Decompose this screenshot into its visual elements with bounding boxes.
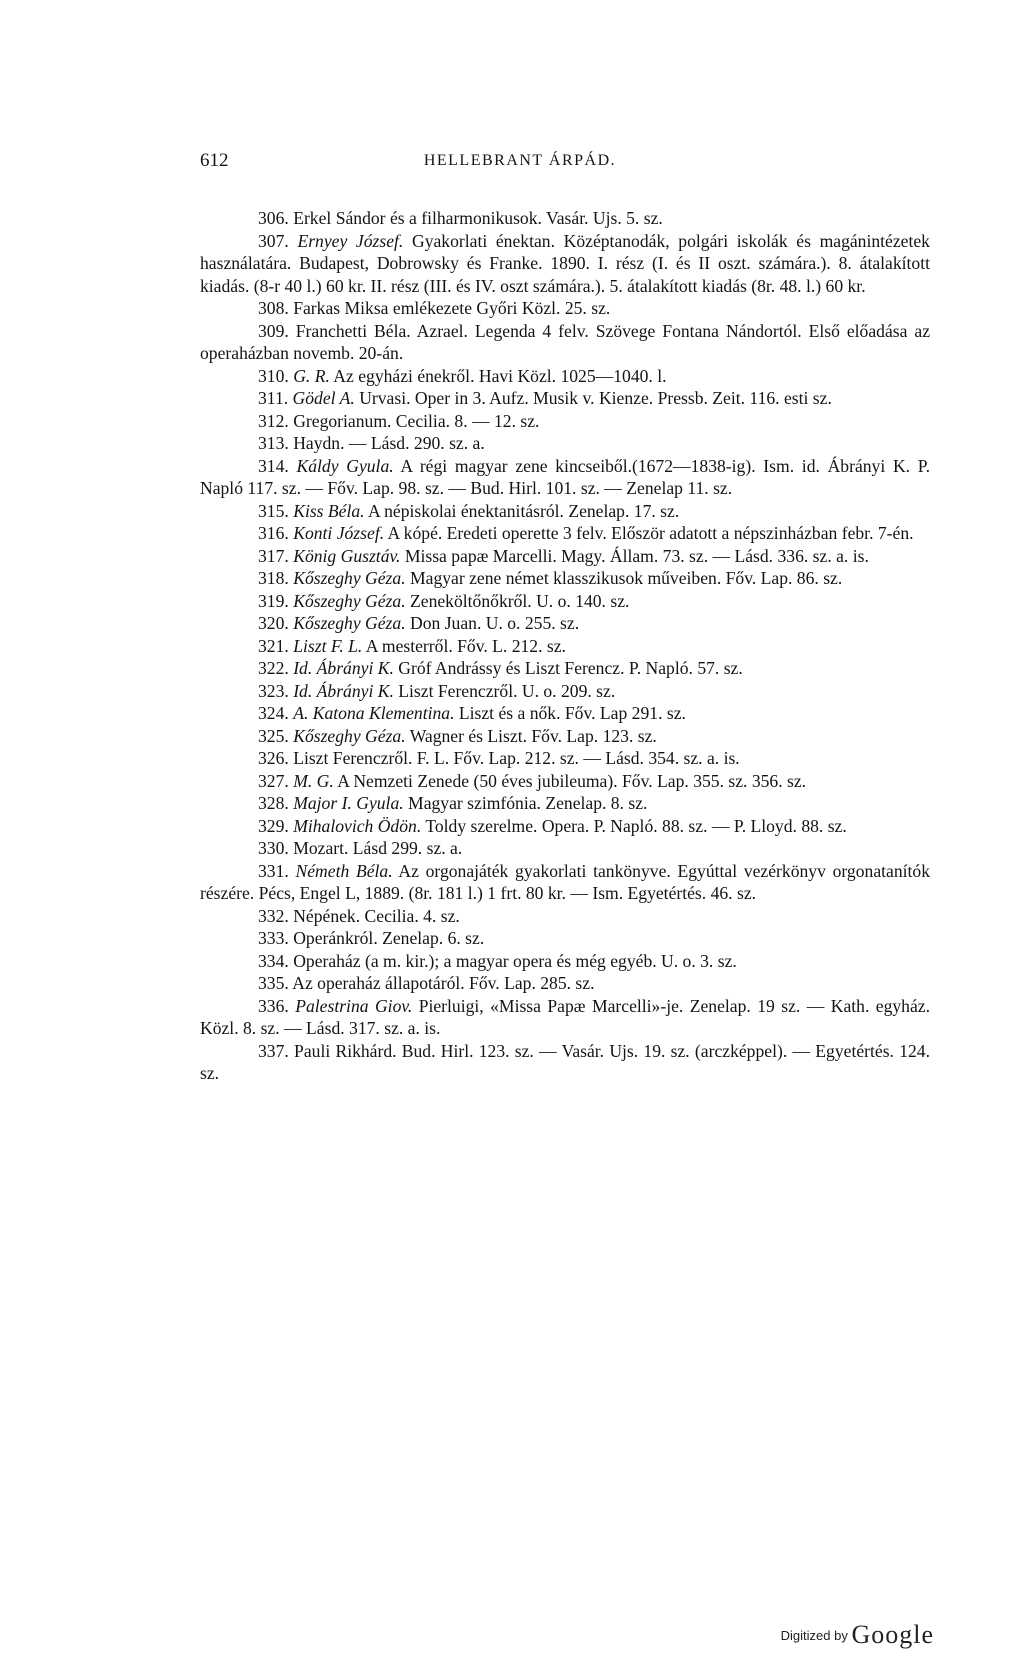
entry-author: König Gusztáv. — [293, 545, 401, 566]
entry-number: 321. — [258, 635, 289, 656]
entry-number: 336. — [258, 995, 289, 1016]
bibliography-entry — [200, 972, 930, 995]
entry-text: Liszt Ferenczről. U. o. 209. sz. — [398, 680, 616, 701]
entry-number: 337. — [258, 1040, 289, 1061]
entry-number: 325. — [258, 725, 289, 746]
entry-text: Liszt és a nők. Főv. Lap 291. sz. — [458, 703, 686, 723]
entry-number: 320. — [258, 613, 289, 633]
entry-number: 318. — [258, 568, 289, 588]
entry-number: 317. — [258, 545, 289, 566]
bibliography-entry — [200, 230, 930, 298]
bibliography-entry — [200, 1040, 930, 1085]
bibliography-entry — [200, 410, 930, 433]
bibliography-entry — [200, 725, 930, 748]
entry-author: Major I. Gyula. — [293, 793, 404, 813]
entry-number: 332. — [258, 905, 289, 926]
entry-author: Németh Béla. — [295, 860, 393, 881]
bibliography-entry — [200, 995, 930, 1040]
entry-text: Wagner és Liszt. Főv. Lap. 123. sz. — [409, 725, 657, 746]
page-header — [200, 150, 840, 174]
entry-number: 312. — [258, 410, 289, 431]
page-number: 612 — [200, 150, 229, 171]
bibliography-entry — [200, 815, 930, 838]
entry-text: Gyakorlati énektan. Középtanodák, polgári iskolák és magánintézetek használatára. Budapest, Dobrowsky és Franke. 1890. I. rész (I. és II oszt. számára.). 8. átalakított kiadás. (8-r 40 l.) 60 kr. II. rész (III. és IV. oszt számára.). 5. átalakított kiadás (8r. 48. l.) 60 kr. — [200, 230, 930, 296]
entry-number: 309. — [258, 320, 289, 341]
bibliography-entry — [200, 522, 930, 545]
bibliography-entry — [200, 905, 930, 928]
bibliography-entry — [200, 792, 930, 815]
entry-text: Operaház (a m. kir.); a magyar opera és még egyéb. U. o. 3. sz. — [293, 950, 737, 971]
bibliography-entry — [200, 680, 930, 703]
digitized-notice — [781, 1620, 934, 1650]
entry-number: 306. — [258, 208, 289, 228]
entry-number: 330. — [258, 838, 289, 858]
entry-author: Palestrina Giov. — [295, 995, 413, 1016]
bibliography-entry — [200, 567, 930, 590]
entry-author: M. G. — [293, 770, 334, 791]
entry-text: Magyar zene német klasszikusok műveiben. Főv. Lap. 86. sz. — [410, 568, 843, 588]
entry-text: A kópé. Eredeti operette 3 felv. Először adatott a népszinházban febr. 7-én. — [387, 523, 914, 543]
entry-author: Id. Ábrányi K. — [293, 680, 394, 701]
entry-text: Népének. Cecilia. 4. sz. — [293, 905, 460, 926]
bibliography-entry — [200, 590, 930, 613]
entry-number: 331. — [258, 860, 289, 881]
entry-text: Urvasi. Oper in 3. Aufz. Musik v. Kienze. Pressb. Zeit. 116. esti sz. — [359, 388, 832, 408]
bibliography-entry — [200, 702, 930, 725]
entry-number: 313. — [258, 433, 289, 453]
bibliography-entry — [200, 747, 930, 770]
entry-text: Magyar szimfónia. Zenelap. 8. sz. — [408, 793, 648, 813]
bibliography-entry — [200, 860, 930, 905]
entry-number: 326. — [258, 748, 289, 768]
entry-text: A népiskolai énektanitásról. Zenelap. 17. sz. — [368, 500, 680, 521]
entry-text: Mozart. Lásd 299. sz. a. — [293, 838, 463, 858]
entry-number: 307. — [258, 230, 289, 251]
entry-text: Az operaház állapotáról. Főv. Lap. 285. sz. — [292, 973, 595, 993]
entry-author: Kőszeghy Géza. — [293, 568, 406, 588]
bibliography-entry — [200, 455, 930, 500]
entry-text: Liszt Ferenczről. F. L. Főv. Lap. 212. sz. — Lásd. 354. sz. a. is. — [293, 748, 740, 768]
entry-number: 310. — [258, 365, 289, 386]
entry-number: 322. — [258, 658, 289, 678]
entry-author: Gödel A. — [292, 388, 355, 408]
bibliography-entry — [200, 635, 930, 658]
entry-number: 315. — [258, 500, 289, 521]
entry-number: 335. — [258, 973, 289, 993]
entry-author: Ernyey József. — [297, 230, 404, 251]
entry-author: Kőszeghy Géza. — [293, 613, 406, 633]
entry-text: Pierluigi, «Missa Papæ Marcelli»-je. Zenelap. 19 sz. — Kath. egyház. Közl. 8. sz. — Lásd. 317. sz. a. is. — [200, 995, 930, 1038]
entry-text: Gróf Andrássy és Liszt Ferencz. P. Napló. 57. sz. — [398, 658, 743, 678]
bibliography-entry — [200, 387, 930, 410]
bibliography-entry — [200, 657, 930, 680]
entry-number: 329. — [258, 815, 289, 836]
google-logo: Google — [851, 1620, 934, 1649]
entry-number: 333. — [258, 928, 289, 948]
entry-text: Franchetti Béla. Azrael. Legenda 4 felv. Szövege Fontana Nándortól. Első előadása az operaházban novemb. 20-án. — [200, 320, 931, 363]
bibliography-entry — [200, 500, 930, 523]
entry-number: 328. — [258, 793, 289, 813]
entry-text: Zeneköltőnőkről. U. o. 140. sz. — [410, 590, 630, 611]
entry-text: Farkas Miksa emlékezete Győri Közl. 25. sz. — [293, 298, 611, 318]
entry-number: 316. — [258, 523, 289, 543]
entry-author: Mihalovich Ödön. — [293, 815, 422, 836]
bibliography-entry — [200, 207, 930, 230]
entry-text: Az egyházi énekről. Havi Közl. 1025—1040. l. — [333, 365, 667, 386]
entry-author: Konti József. — [293, 523, 385, 543]
entry-author: G. R. — [293, 365, 330, 386]
entry-text: A Nemzeti Zenede (50 éves jubileuma). Főv. Lap. 355. sz. 356. sz. — [337, 770, 807, 791]
entry-number: 308. — [258, 298, 289, 318]
entry-author: A. Katona Klementina. — [293, 703, 455, 723]
entry-text: Toldy szerelme. Opera. P. Napló. 88. sz. — P. Lloyd. 88. sz. — [425, 815, 847, 836]
entry-number: 314. — [258, 455, 289, 476]
entry-text: Haydn. — Lásd. 290. sz. a. — [293, 433, 485, 453]
entry-number: 323. — [258, 680, 289, 701]
entry-author: Káldy Gyula. — [296, 455, 394, 476]
entry-text: Pauli Rikhárd. Bud. Hirl. 123. sz. — Vasár. Ujs. 19. sz. (arczképpel). — Egyetértés. 124. sz. — [200, 1040, 930, 1083]
digitized-by-label: Digitized by — [780, 1628, 848, 1643]
bibliography-entry — [200, 365, 930, 388]
entry-text: A régi magyar zene kincseiből.(1672—1838-ig). Ism. id. Ábrányi K. P. Napló 117. sz. — Főv. Lap. 98. sz. — Bud. Hirl. 101. sz. — Zenelap 11. sz. — [200, 455, 930, 498]
entry-number: 319. — [258, 590, 289, 611]
entry-text: Operánkról. Zenelap. 6. sz. — [293, 928, 485, 948]
bibliography-entry — [200, 297, 930, 320]
entry-author: Kőszeghy Géza. — [293, 725, 406, 746]
bibliography-entry — [200, 432, 930, 455]
entry-text: Gregorianum. Cecilia. 8. — 12. sz. — [293, 410, 540, 431]
bibliography-entry — [200, 320, 930, 365]
entry-number: 327. — [258, 770, 289, 791]
entry-text: Erkel Sándor és a filharmonikusok. Vasár. Ujs. 5. sz. — [293, 208, 663, 228]
bibliography-list — [200, 207, 930, 1085]
bibliography-entry — [200, 545, 930, 568]
entry-author: Kőszeghy Géza. — [293, 590, 406, 611]
entry-number: 334. — [258, 950, 289, 971]
entry-author: Liszt F. L. — [293, 635, 363, 656]
bibliography-entry — [200, 950, 930, 973]
entry-text: A mesterről. Főv. L. 212. sz. — [365, 635, 566, 656]
entry-text: Don Juan. U. o. 255. sz. — [410, 613, 580, 633]
bibliography-entry — [200, 927, 930, 950]
entry-author: Id. Ábrányi K. — [293, 658, 394, 678]
running-title: HELLEBRANT ÁRPÁD. — [423, 152, 617, 169]
entry-number: 324. — [258, 703, 289, 723]
entry-text: Az orgonajáték gyakorlati tankönyve. Egyúttal vezérkönyv orgonatanítók részére. Pécs, Engel L, 1889. (8r. 181 l.) 1 frt. 80 kr. — Ism. Egyetértés. 46. sz. — [200, 860, 930, 903]
entry-number: 311. — [258, 388, 289, 408]
entry-author: Kiss Béla. — [293, 500, 365, 521]
bibliography-entry — [200, 612, 930, 635]
entry-text: Missa papæ Marcelli. Magy. Állam. 73. sz. — Lásd. 336. sz. a. is. — [404, 545, 869, 566]
bibliography-entry — [200, 770, 930, 793]
bibliography-entry — [200, 837, 930, 860]
